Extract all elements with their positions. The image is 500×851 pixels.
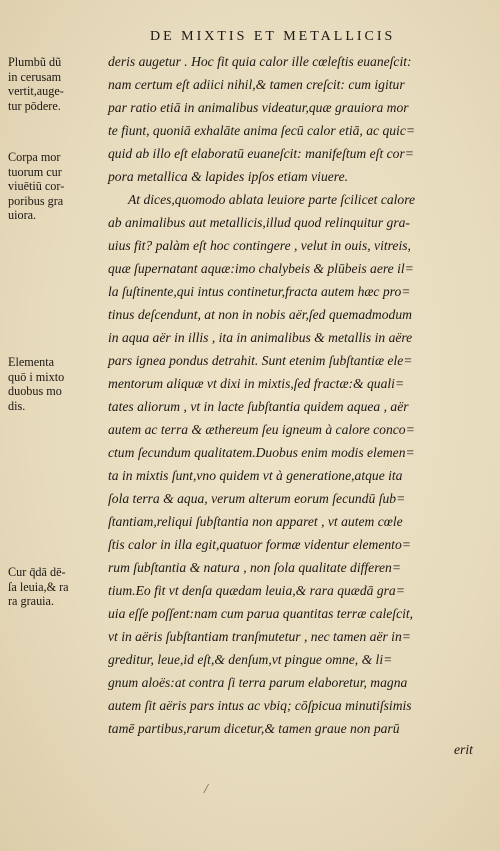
body-line: deris augetur . Hoc fit quia calor ille cœleſtis euaneſcit: bbox=[108, 54, 412, 69]
margin-note-line: Corpa mor bbox=[8, 150, 61, 164]
running-head: DE MIXTIS ET METALLICIS bbox=[150, 29, 396, 44]
body-line: rum ſubſtantia & natura , non ſola qualitate differen= bbox=[108, 560, 402, 575]
margin-note-2 bbox=[8, 150, 104, 223]
body-line: At dices,quomodo ablata leuiore parte ſcilicet calore bbox=[128, 192, 416, 207]
body-line: tamē partibus,rarum dicetur,& tamen graue non parū bbox=[108, 721, 400, 736]
margin-note-line: uiora. bbox=[8, 208, 37, 223]
margin-note-3 bbox=[8, 355, 104, 413]
body-line: te fiunt, quoniā exhalāte anima ſecū calor etiā, ac quic= bbox=[108, 123, 416, 138]
body-line: ctum ſecundum qualitatem.Duobus enim modis elemen= bbox=[108, 445, 415, 460]
body-line: ſtantiam,reliqui ſubſtantia non apparet , vt autem cœle bbox=[108, 514, 403, 529]
body-line: pora metallica & lapides ipſos etiam viuere. bbox=[108, 169, 348, 184]
margin-note-4 bbox=[8, 565, 104, 609]
margin-note-line: Cur q̄dā dē- bbox=[8, 565, 66, 579]
margin-note-line: tur pōdere. bbox=[8, 98, 61, 113]
body-line: gnum aloës:at contra ſi terra parum elaboretur, magna bbox=[108, 675, 408, 690]
body-line: quæ ſupernatant aquæ:imo chalybeis & plūbeis aere il= bbox=[108, 261, 414, 276]
body-line: tinus deſcendunt, at non in nobis aër,ſed quemadmodum bbox=[108, 307, 412, 322]
catchword: erit bbox=[454, 742, 473, 757]
body-line: tium.Eo fit vt denſa quædam leuia,& rara quædā gra= bbox=[108, 583, 405, 598]
margin-note-line: Plumbũ dũ bbox=[8, 55, 62, 69]
body-line: ſtis calor in illa egit,quatuor formæ videntur elemento= bbox=[108, 537, 411, 552]
margin-note-line: duobus mo bbox=[8, 384, 62, 399]
body-line: uia eſſe poſſent:nam cum parua quantitas terræ caleſcit, bbox=[108, 606, 414, 621]
body-line: uius fit? palàm eſt hoc contingere , velut in ouis, vitreis, bbox=[108, 238, 411, 253]
body-line: la ſuſtinente,qui intus continetur,fracta autem hæc pro= bbox=[108, 284, 411, 299]
body-line: ta in mixtis ſunt,vno quidem vt à generatione,atque ita bbox=[108, 468, 403, 483]
body-line: ab animalibus aut metallicis,illud quod relinquitur gra- bbox=[108, 215, 410, 230]
margin-note-line: viuētiū cor- bbox=[8, 179, 65, 194]
body-line: vt in aëris ſubſtantiam tranſmutetur , nec tamen aër in= bbox=[108, 629, 411, 644]
margin-note-line: ra grauia. bbox=[8, 594, 55, 609]
body-line: quid ab illo eſt elaboratū euaneſcit: manifeſtum eſt cor= bbox=[108, 146, 414, 161]
margin-note-line: Elementa bbox=[8, 355, 55, 369]
body-line: par ratio etiā in animalibus videatur,quæ grauiora mor bbox=[108, 100, 409, 115]
margin-note-line: ſa leuia,& ra bbox=[8, 579, 69, 594]
margin-note-line: dis. bbox=[8, 398, 26, 413]
body-line: pars ignea pondus detrahit. Sunt etenim ſubſtantiæ ele= bbox=[108, 353, 413, 368]
body-line: autem ſit aëris pars intus ac vbiq; cōſpicua minutiſsimis bbox=[108, 698, 412, 713]
body-line: autem ac terra & æthereum ſeu igneum à calore conco= bbox=[108, 422, 415, 437]
folio-mark: / bbox=[204, 782, 208, 797]
margin-note-1 bbox=[8, 55, 104, 113]
body-line: nam certum eſt adiici nihil,& tamen creſcit: cum igitur bbox=[108, 77, 405, 92]
margin-note-line: tuorum cur bbox=[8, 164, 62, 179]
body-line: in aqua aër in illis , ita in animalibus & metallis in aëre bbox=[108, 330, 413, 345]
margin-note-line: poribus gra bbox=[8, 193, 64, 208]
body-line: mentorum aliquæ vt dixi in mixtis,ſed fractæ:& quali= bbox=[108, 376, 405, 391]
body-line: greditur, leue,id eſt,& denſum,vt pingue omne, & li= bbox=[108, 652, 393, 667]
margin-note-line: quō i mixto bbox=[8, 369, 65, 384]
body-line: ſola terra & aqua, verum alterum eorum ſecundū ſub= bbox=[108, 491, 406, 506]
margin-note-line: vertit,auge- bbox=[8, 84, 64, 99]
body-line: tates aliorum , vt in lacte ſubſtantia quidem aquea , aër bbox=[108, 399, 409, 414]
margin-note-line: in cerusam bbox=[8, 69, 62, 84]
